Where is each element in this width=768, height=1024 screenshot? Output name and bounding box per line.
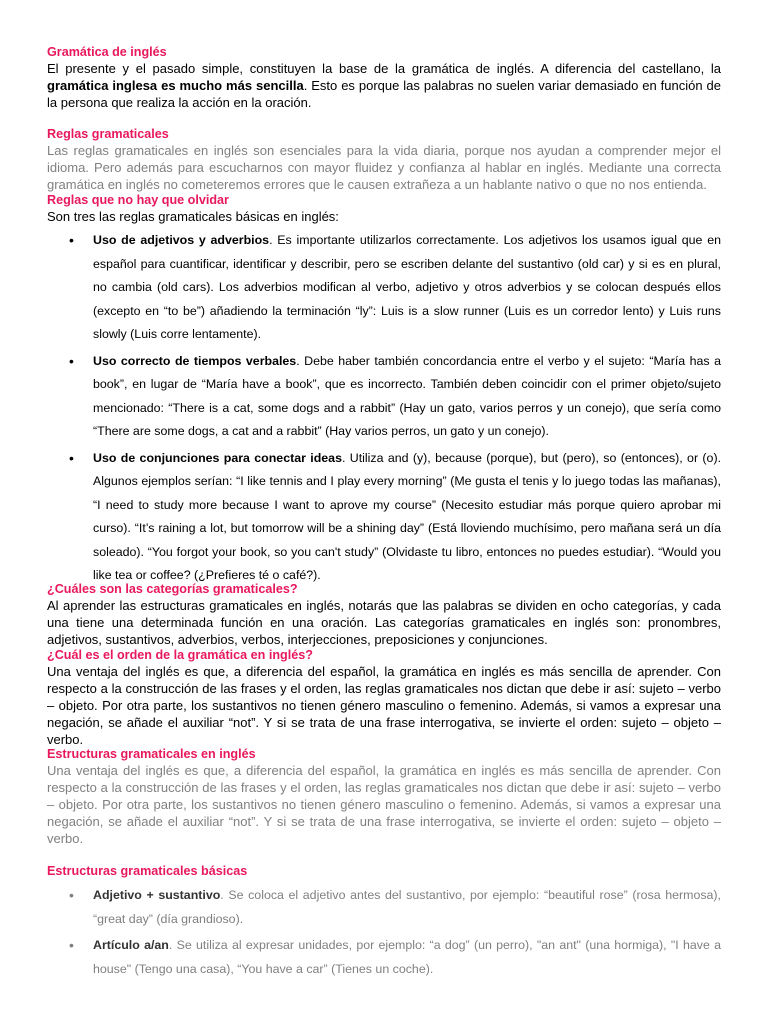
bullet-icon: • <box>69 449 74 466</box>
list-item-text: . Utiliza and (y), because (porque), but (pero), so (entonces), or (o). Algunos ejemplos serían: “I like tennis and I play every morning” (Me gusta el tenis y lo juego todas las mañanas), “I need to study more because I want to aprove my course” (Necesito estudiar más porque quiero aprobar mi curso). “It’s raining a lot, but tomorrow will be a shining day” (Está lloviendo muchísimo, pero mañana será un día soleado). “You forgot your book, so you can't study” (Olvidaste tu libro, entonces no puedes estudiar). “Would you like tea or coffee? (¿Prefieres té o café?). <box>93 450 722 582</box>
section-paragraph <box>47 60 721 111</box>
paragraph-text: El presente y el pasado simple, constituyen la base de la gramática de inglés. A diferencia del castellano, la <box>47 61 721 76</box>
rules-list <box>47 229 721 588</box>
section-paragraph: Las reglas gramaticales en inglés son esenciales para la vida diaria, porque nos ayudan a comprender mejor el idioma. Pero además para escucharnos con mayor fluidez y confianza al hablar en inglés. Mediante una correcta gramática en inglés no cometeremos errores que le causen extrañeza a un hablante nativo o que no nos entienda. <box>47 143 721 192</box>
paragraph-text: . Esto es porque las palabras no suelen variar demasiado en función de la persona que realiza la acción en la oración. <box>47 78 722 110</box>
section-basic-structures <box>47 863 721 879</box>
section-heading: ¿Cuál es el orden de la gramática en inglés? <box>47 648 313 662</box>
list-item-text: . Debe haber también concordancia entre el verbo y el sujeto: “María has a book”, en lugar de “María have a book”, que es incorrecto. También deben coincidir con el primer objeto/sujeto mencionado: “There is a cat, some dogs and a rabbit” (Hay un gato, varios perros y un conejo), que sería como “There are some dogs, a cat and a rabbit” (Hay varios perros, un gato y un conejo). <box>93 353 721 438</box>
bullet-icon: • <box>69 887 74 903</box>
basic-structures-list-container <box>47 884 721 984</box>
list-item-title: Uso de adjetivos y adverbios <box>93 233 270 247</box>
section-grammar-intro <box>47 44 721 111</box>
bullet-icon: • <box>69 232 74 248</box>
rules-list-container <box>47 229 721 591</box>
list-item <box>47 350 721 444</box>
section-rules-not-to-forget <box>47 192 721 225</box>
list-item <box>47 447 721 588</box>
list-item <box>47 934 721 981</box>
section-paragraph: Una ventaja del inglés es que, a diferencia del español, la gramática en inglés es más sencilla de aprender. Con respecto a la construcción de las frases y el orden, las reglas gramaticales nos dictan que debe ir así: sujeto – verbo – objeto. Por otra parte, los sustantivos no tienen género masculino o femenino. Además, si vamos a expresar una negación, se añade el auxiliar “not”. Y si se trata de una frase interrogativa, se invierte el orden: sujeto – objeto – verbo. <box>47 664 721 747</box>
section-grammar-categories <box>47 581 721 648</box>
basic-structures-list <box>47 884 721 981</box>
bullet-icon: • <box>69 352 74 369</box>
section-heading: Gramática de inglés <box>47 45 167 59</box>
list-item-title: Uso correcto de tiempos verbales <box>93 353 297 368</box>
section-heading: Estructuras gramaticales en inglés <box>47 747 256 761</box>
section-heading: Reglas que no hay que olvidar <box>47 193 229 207</box>
list-item-text: . Se utiliza al expresar unidades, por ejemplo: “a dog” (un perro), "an ant" (una hormiga), "I have a house" (Tengo una casa), “You have a car” (Tienes un coche). <box>93 938 721 976</box>
section-heading: Estructuras gramaticales básicas <box>47 864 248 878</box>
list-item-title: Artículo a/an <box>93 938 169 952</box>
list-item-title: Adjetivo + sustantivo <box>93 888 221 902</box>
list-item-text: . Se coloca el adjetivo antes del sustantivo, por ejemplo: “beautiful rose” (rosa hermosa), “great day” (día grandioso). <box>93 888 721 926</box>
section-paragraph: Al aprender las estructuras gramaticales en inglés, notarás que las palabras se dividen en ocho categorías, y cada una tiene una determinada función en una oración. Las categorías gramaticales en inglés son: pronombres, adjetivos, sustantivos, adverbios, verbos, interjecciones, preposiciones y conjunciones. <box>47 598 721 647</box>
section-grammar-structures <box>47 746 721 847</box>
section-grammar-rules <box>47 126 721 193</box>
section-heading: Reglas gramaticales <box>47 127 169 141</box>
bullet-icon: • <box>69 937 74 953</box>
section-heading: ¿Cuáles son las categorías gramaticales? <box>47 582 298 596</box>
list-item-text: . Es importante utilizarlos correctamente. Los adjetivos los usamos igual que en español para cuantificar, identificar y describir, pero se escriben delante del sustantivo (old car) y si es en plural, no cambia (old cars). Los adverbios modifican al verbo, adjetivo y otros adverbios y se colocan después ellos (excepto en “to be”) añadiendo la terminación “ly”: Luis is a slow runner (Luis es un corredor lento) y Luis runs slowly (Luis corre lentamente). <box>93 233 721 341</box>
list-item <box>47 884 721 931</box>
paragraph-bold-text: gramática inglesa es mucho más sencilla <box>47 78 304 93</box>
list-item-title: Uso de conjunciones para conectar ideas <box>93 450 342 465</box>
list-item <box>47 229 721 347</box>
section-paragraph: Una ventaja del inglés es que, a diferencia del español, la gramática en inglés es más sencilla de aprender. Con respecto a la construcción de las frases y el orden, las reglas gramaticales nos dictan que debe ir así: sujeto – verbo – objeto. Por otra parte, los sustantivos no tienen género masculino o femenino. Además, si vamos a expresar una negación, se añade el auxiliar “not”. Y si se trata de una frase interrogativa, se invierte el orden: sujeto – objeto – verbo. <box>47 763 721 846</box>
section-grammar-order <box>47 647 721 748</box>
section-intro: Son tres las reglas gramaticales básicas en inglés: <box>47 209 339 224</box>
